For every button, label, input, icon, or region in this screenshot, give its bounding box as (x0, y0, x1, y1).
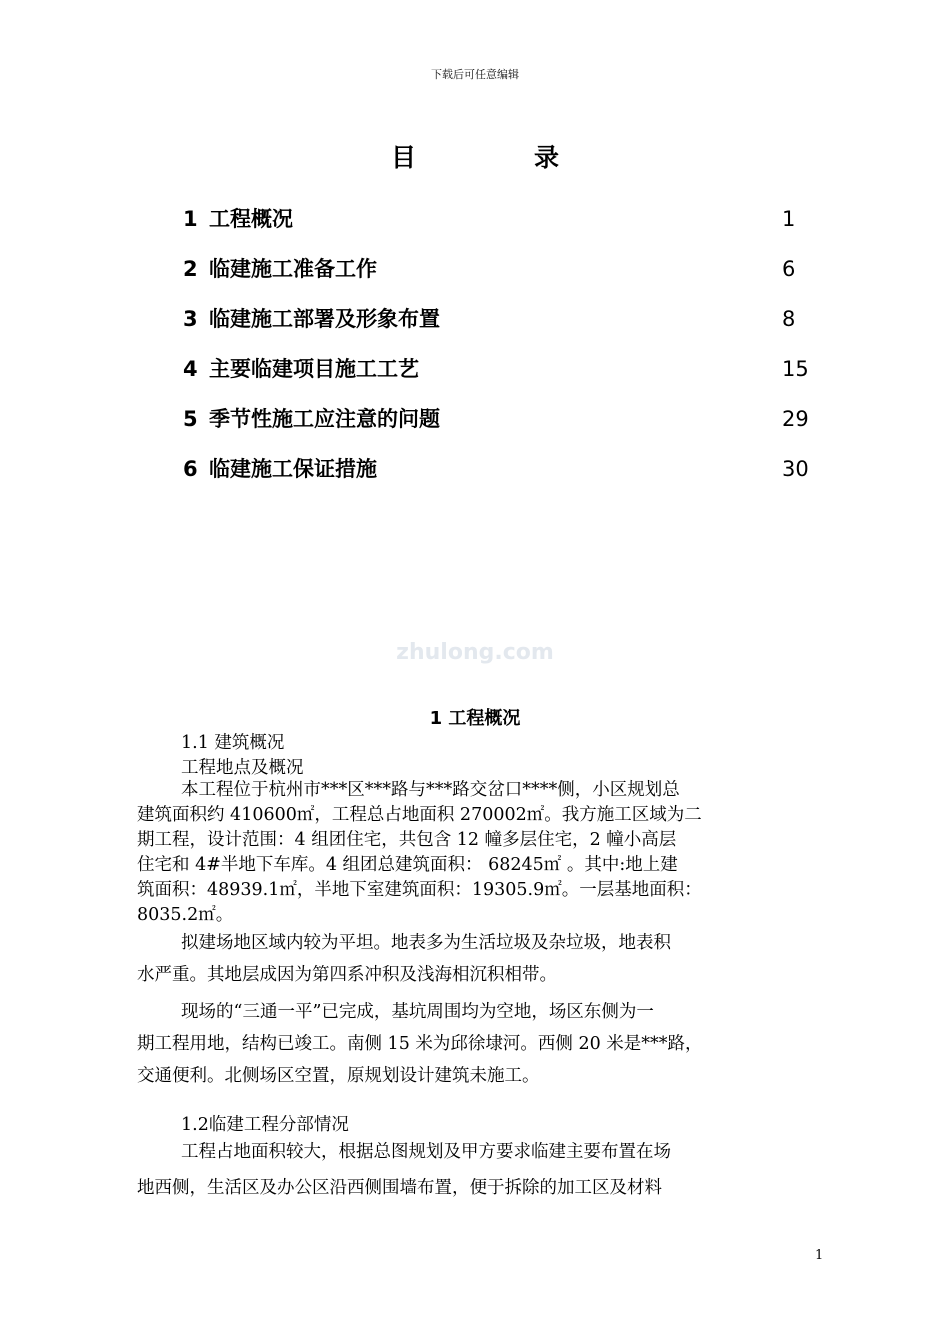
paragraph-line: 住宅和 4#半地下车库。4 组团总建筑面积： 68245㎡ 。其中:地上建 (137, 855, 678, 875)
page-number: 1 (815, 1248, 824, 1263)
toc-entry[interactable] (183, 302, 823, 352)
toc-entry-label: 工程概况 (209, 207, 293, 231)
paragraph-line: 现场的“三通一平”已完成，基坑周围均为空地，场区东侧为一 (181, 1002, 654, 1022)
toc-entry-number: 2 (183, 257, 198, 281)
paragraph (137, 927, 827, 991)
paragraph-line: 交通便利。北侧场区空置，原规划设计建筑未施工。 (137, 1066, 540, 1086)
toc-entry-label: 临建施工保证措施 (209, 457, 377, 481)
section-heading: 1 工程概况 (429, 708, 521, 729)
toc-entry-number: 6 (183, 457, 198, 481)
toc-entry-page: 29 (782, 407, 809, 431)
toc-list (183, 202, 823, 502)
toc-entry-label: 临建施工准备工作 (209, 257, 377, 281)
subsection-heading: 1.2临建工程分部情况 (181, 1115, 349, 1135)
paragraph-line: 地西侧，生活区及办公区沿西侧围墙布置，便于拆除的加工区及材料 (137, 1178, 662, 1198)
toc-entry-page: 6 (782, 257, 796, 281)
header-note: 下载后可任意编辑 (431, 68, 519, 81)
paragraph (137, 996, 827, 1092)
toc-entry-page: 15 (782, 357, 809, 381)
toc-entry-number: 5 (183, 407, 198, 431)
paragraph-line: 筑面积：48939.1㎡，半地下室建筑面积：19305.9㎡。一层基地面积： (137, 880, 702, 900)
toc-title-right: 录 (534, 143, 560, 172)
toc-entry[interactable] (183, 402, 823, 452)
toc-entry-page: 8 (782, 307, 796, 331)
toc-entry[interactable] (183, 452, 823, 502)
toc-entry-number: 1 (183, 207, 198, 231)
toc-entry-label: 季节性施工应注意的问题 (209, 407, 440, 431)
paragraph-line: 水严重。其地层成因为第四系冲积及浅海相沉积相带。 (137, 965, 557, 985)
toc-entry-page: 1 (782, 207, 796, 231)
watermark: zhulong.com (396, 640, 554, 665)
paragraph-line: 拟建场地区域内较为平坦。地表多为生活垃圾及杂垃圾，地表积 (181, 933, 671, 953)
paragraph-line: 工程占地面积较大，根据总图规划及甲方要求临建主要布置在场 (181, 1142, 671, 1162)
toc-entry-number: 4 (183, 357, 198, 381)
paragraph-line: 期工程，设计范围：4 组团住宅，共包含 12 幢多层住宅，2 幢小高层 (137, 830, 677, 850)
subsection-heading: 1.1 建筑概况 (181, 733, 285, 753)
paragraph-line: 8035.2㎡。 (137, 905, 234, 925)
toc-entry[interactable] (183, 352, 823, 402)
paragraph-line: 本工程位于杭州市***区***路与***路交岔口****侧，小区规划总 (181, 780, 680, 800)
toc-title-left: 目 (390, 143, 416, 172)
toc-entry[interactable] (183, 252, 823, 302)
paragraph-line: 建筑面积约 410600㎡，工程总占地面积 270002㎡。我方施工区域为二 (137, 805, 702, 825)
toc-title (0, 138, 950, 174)
paragraph (137, 778, 827, 928)
paragraph (137, 1134, 827, 1206)
toc-entry-label: 临建施工部署及形象布置 (209, 307, 440, 331)
toc-entry-page: 30 (782, 457, 809, 481)
toc-entry-number: 3 (183, 307, 198, 331)
paragraph-line: 期工程用地，结构已竣工。南侧 15 米为邱徐埭河。西侧 20 米是***路， (137, 1034, 703, 1054)
toc-entry[interactable] (183, 202, 823, 252)
toc-entry-label: 主要临建项目施工工艺 (209, 357, 419, 381)
subsection-subheading: 工程地点及概况 (181, 758, 304, 778)
